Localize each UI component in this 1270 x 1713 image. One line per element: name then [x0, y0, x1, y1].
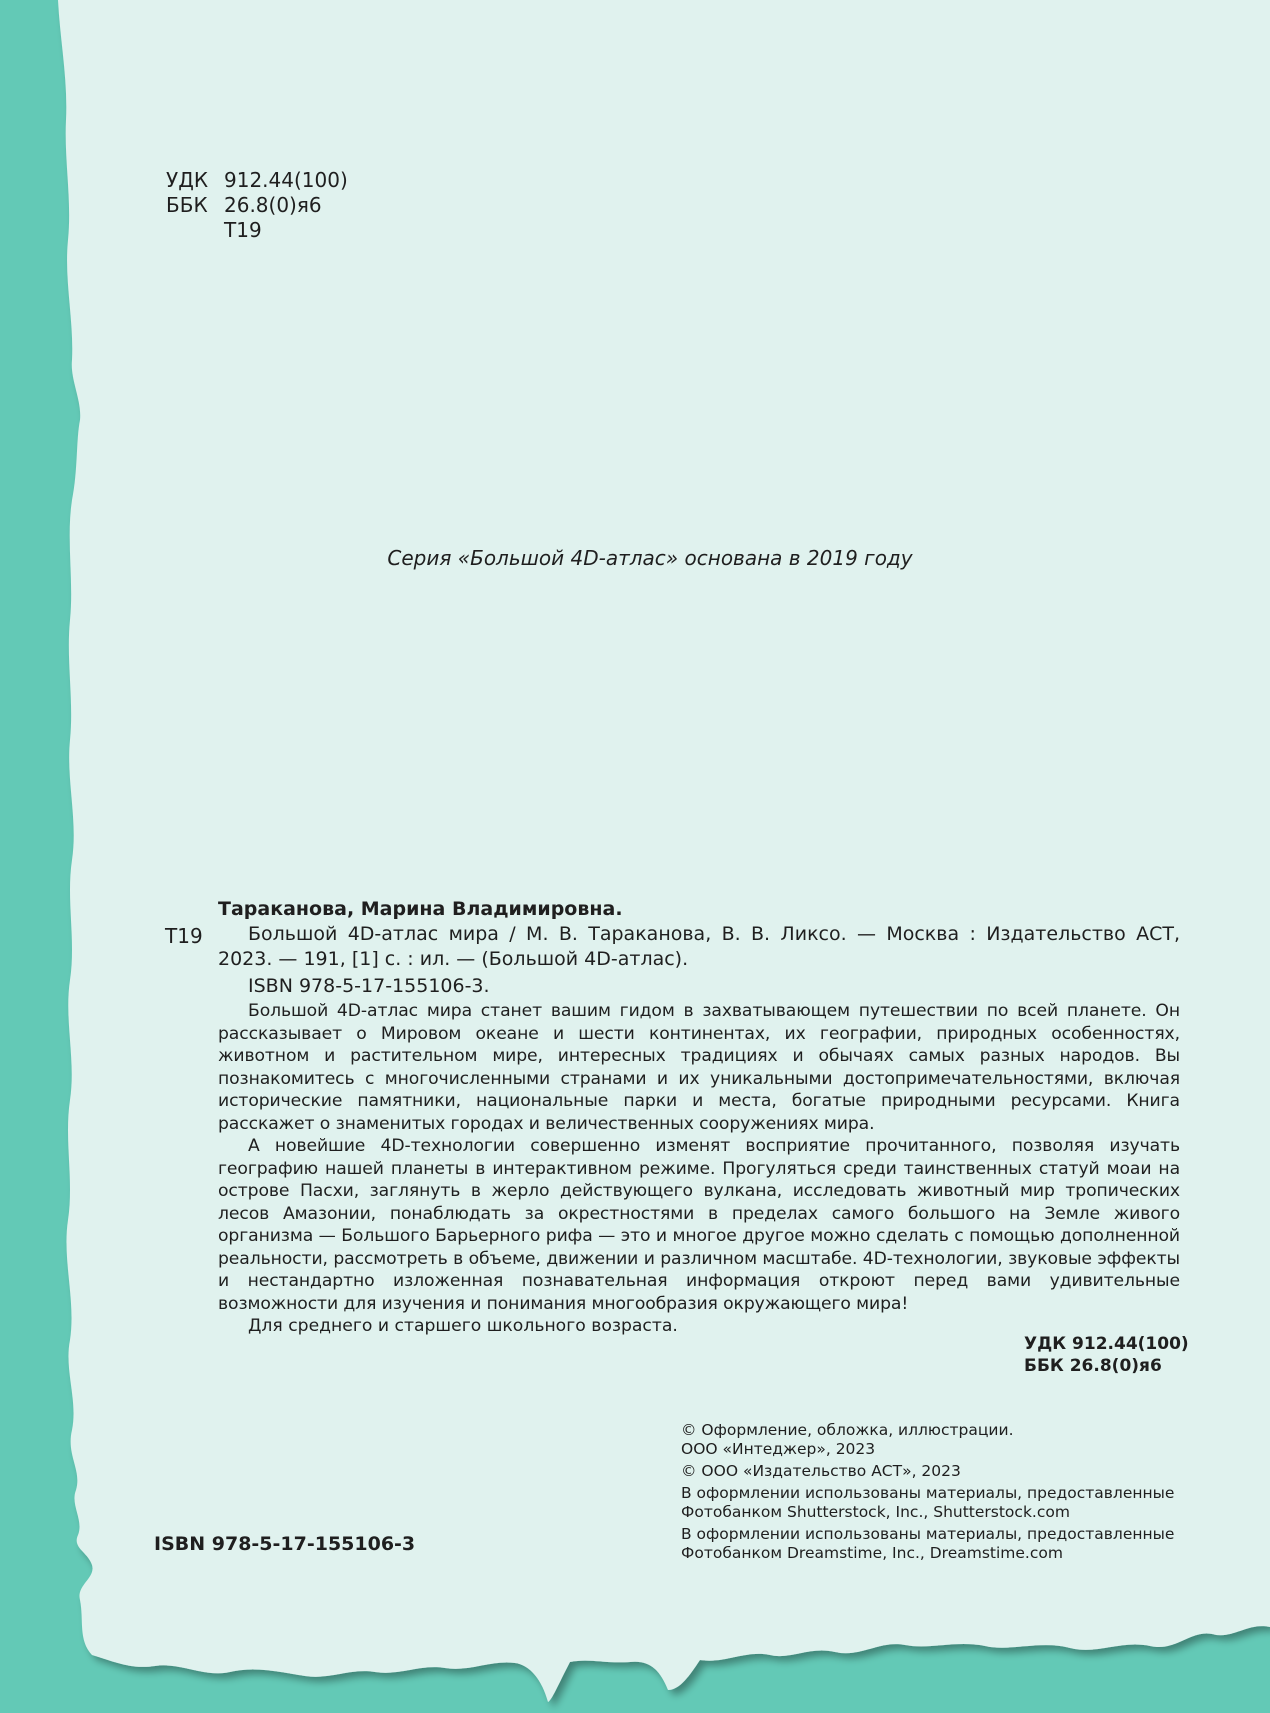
copyright-line: Фотобанком Dreamstime, Inc., Dreamstime.com — [681, 1544, 1063, 1562]
copyright-line: В оформлении использованы материалы, предоставленные — [681, 1525, 1175, 1543]
copyright-line: Фотобанком Shutterstock, Inc., Shutterstock.com — [681, 1503, 1070, 1521]
isbn-bottom: ISBN 978-5-17-155106-3 — [154, 1533, 416, 1555]
bbk-row — [166, 193, 348, 218]
udk-row — [166, 168, 348, 193]
author-mark: Т19 — [224, 218, 262, 242]
audience-note: Для среднего и старшего школьного возраста. — [248, 1316, 678, 1336]
record-author-mark: Т19 — [165, 924, 203, 948]
annotation-paragraph-1: Большой 4D-атлас мира станет вашим гидом в захватывающем путешествии по всей планете. Он рассказывает о Мировом океане и шести континентах, их географии, природных особенностях, животном и растительном мире, интересных традициях и обычаях самых разных народов. Вы познакомитесь с многочисленными странами и их уникальными достопримечательностями, включая исторические памятники, национальные парки и места, богатые природными ресурсами. Книга расскажет о знаменитых городах и величественных сооружениях мира. — [218, 1001, 1180, 1134]
classification-bottom — [1024, 1333, 1189, 1377]
bbk-value: 26.8(0)я6 — [224, 193, 322, 217]
series-note: Серия «Большой 4D-атлас» основана в 2019 году — [387, 546, 913, 570]
bbk-label: ББК — [166, 193, 208, 217]
udk-label: УДК — [166, 168, 209, 192]
record-author: Тараканова, Марина Владимировна. — [218, 898, 623, 920]
copyright-line: В оформлении использованы материалы, предоставленные — [681, 1484, 1175, 1502]
annotation-paragraph-2: А новейшие 4D-технологии совершенно изменят восприятие прочитанного, позволяя изучать географию нашей планеты в интерактивном режиме. Прогуляться среди таинственных статуй моаи на острове Пасхи, заглянуть в жерло действующего вулкана, исследовать животный мир тропических лесов Амазонии, понаблюдать за окрестностями в пределах самого большого на Земле живого организма — Большого Барьерного рифа — это и многое другое можно сделать с помощью дополненной реальности, рассмотреть в объеме, движении и различном масштабе. 4D-технологии, звуковые эффекты и нестандартно изложенная познавательная информация откроют перед вами удивительные возможности для изучения и понимания многообразия окружающего мира! — [218, 1136, 1180, 1314]
bibliographic-record — [218, 896, 1180, 1338]
record-isbn: ISBN 978-5-17-155106-3. — [248, 975, 490, 997]
author-mark-row — [166, 218, 348, 243]
copyright-line: © Оформление, обложка, иллюстрации. — [681, 1421, 1014, 1439]
udk-value: 912.44(100) — [224, 168, 348, 192]
classification-top — [166, 168, 348, 243]
record-description: Большой 4D-атлас мира / М. В. Тараканова, В. В. Ликсо. — Москва : Издательство АСТ, 2023. — 191, [1] с. : ил. — (Большой 4D-атлас). — [218, 923, 1180, 970]
copyright-line: © ООО «Издательство АСТ», 2023 — [681, 1462, 961, 1480]
copyright-block — [681, 1421, 1174, 1563]
copyright-line: ООО «Интеджер», 2023 — [681, 1440, 876, 1458]
bbk-code: ББК 26.8(0)я6 — [1024, 1356, 1162, 1376]
udk-code: УДК 912.44(100) — [1024, 1334, 1189, 1354]
